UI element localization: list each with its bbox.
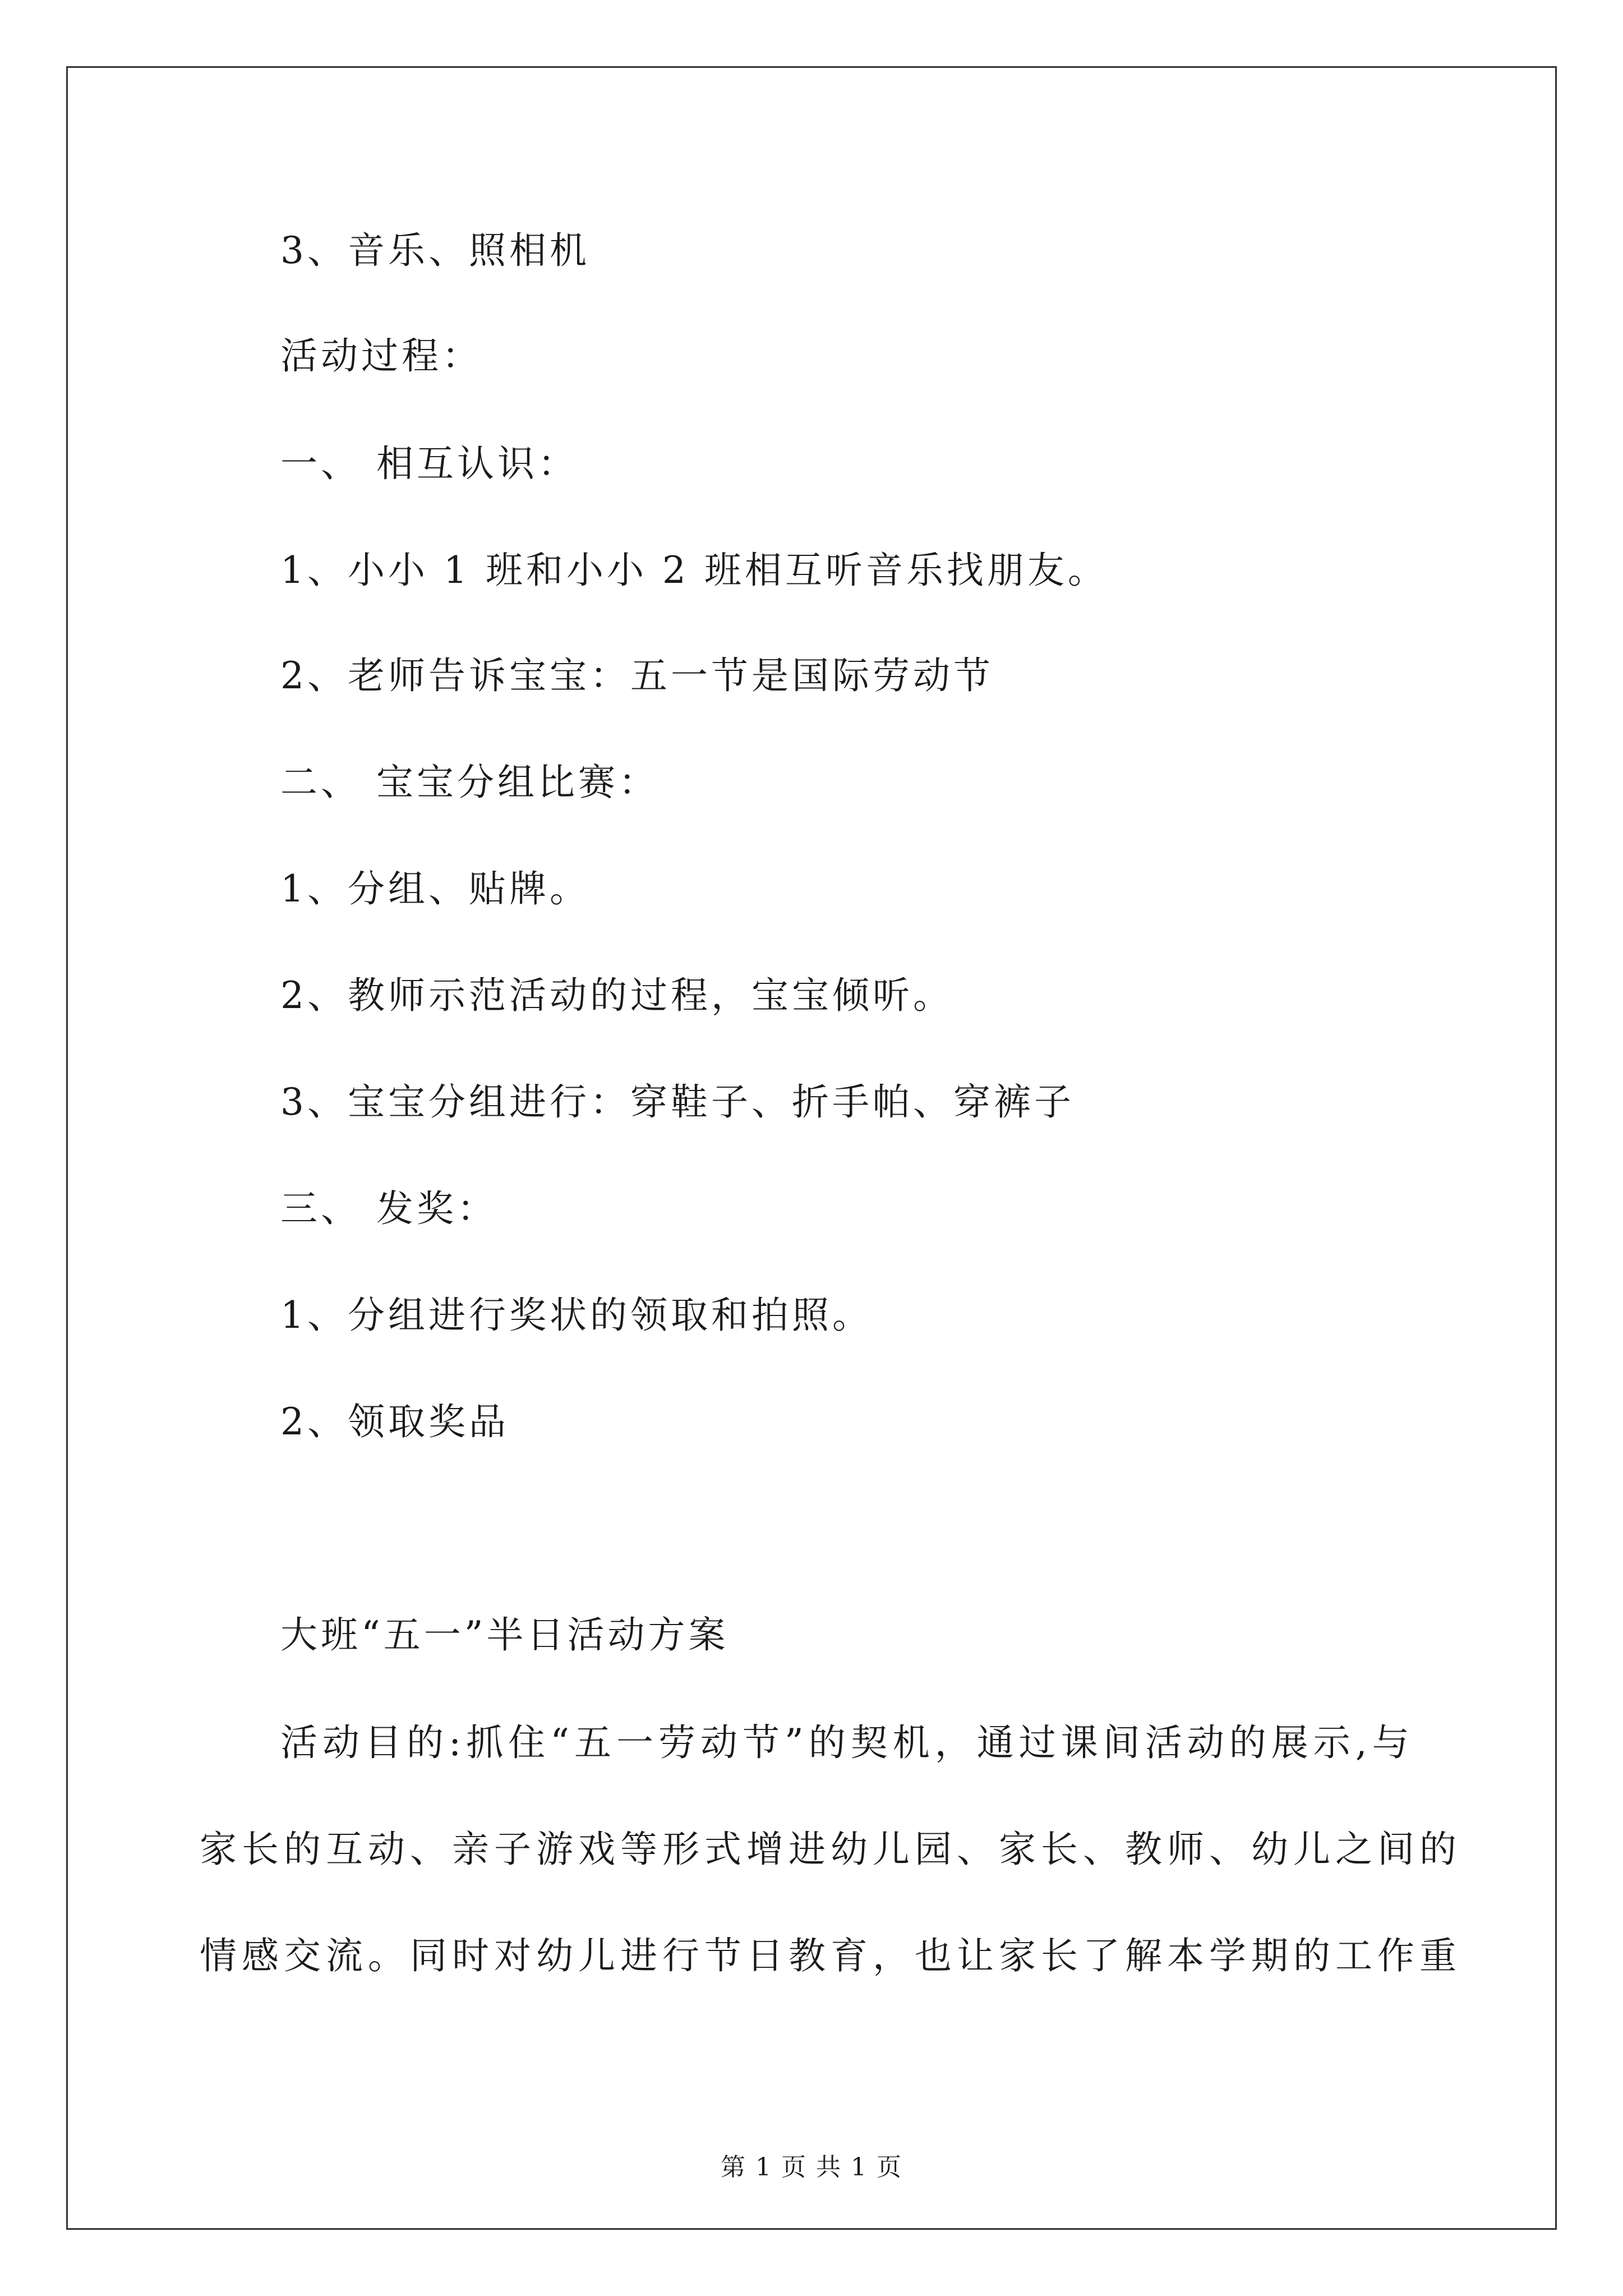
section-heading-1: 一、 相互认识： [280, 442, 578, 485]
plan-title: 大班“五一”半日活动方案 [280, 1613, 729, 1657]
section-heading-2: 二、 宝宝分组比赛： [280, 761, 659, 804]
heading-activity-process: 活动过程： [280, 334, 482, 378]
list-item: 1、分组、贴牌。 [280, 867, 590, 910]
body-paragraph-line: 情感交流。同时对幼儿进行节日教育，也让家长了解本学期的工作重 [200, 1934, 1461, 1977]
section-heading-3: 三、 发奖： [280, 1187, 497, 1230]
list-item: 1、小小 1 班和小小 2 班相互听音乐找朋友。 [280, 549, 1108, 592]
list-item: 2、老师告诉宝宝：五一节是国际劳动节 [280, 654, 994, 697]
body-paragraph-line: 家长的互动、亲子游戏等形式增进幼儿园、家长、教师、幼儿之间的 [200, 1828, 1461, 1871]
list-item: 2、教师示范活动的过程，宝宝倾听。 [280, 974, 953, 1017]
page-frame [66, 66, 1557, 2230]
item-equipment-music-camera: 3、音乐、照相机 [280, 229, 590, 272]
page-footer: 第 1 页 共 1 页 [721, 2153, 902, 2182]
list-item: 2、领取奖品 [280, 1400, 509, 1443]
body-paragraph-line: 活动目的:抓住“五一劳动节”的契机，通过课间活动的展示,与 [280, 1721, 1414, 1764]
list-item: 1、分组进行奖状的领取和拍照。 [280, 1294, 873, 1337]
list-item: 3、宝宝分组进行：穿鞋子、折手帕、穿裤子 [280, 1080, 1075, 1124]
